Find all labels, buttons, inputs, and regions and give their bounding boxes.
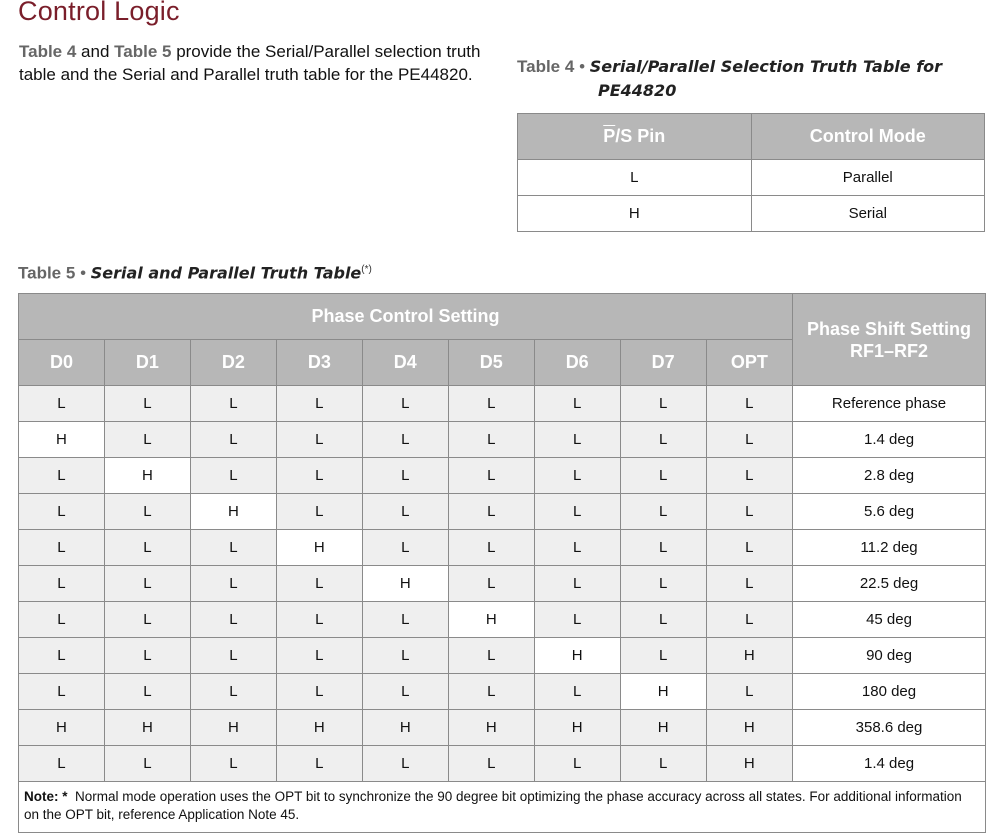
bit-cell: L [448, 638, 534, 674]
note-text: Normal mode operation uses the OPT bit to synchronize the 90 degree bit optimizing the phase accuracy across all states. For additional information on the OPT bit, reference Application Note 45. [24, 789, 962, 822]
table5-reference[interactable]: Table 5 [114, 42, 172, 61]
ps-pin-header [518, 114, 752, 160]
bit-cell: H [19, 422, 105, 458]
bit-cell: L [104, 602, 190, 638]
table5-caption [18, 258, 372, 286]
bit-cell: L [620, 494, 706, 530]
section-heading: Control Logic [18, 0, 180, 26]
bit-cell: L [534, 602, 620, 638]
bit-cell: L [534, 386, 620, 422]
bit-cell: L [276, 458, 362, 494]
bit-cell: H [362, 710, 448, 746]
bit-cell: H [104, 458, 190, 494]
table-row [19, 638, 986, 674]
bit-cell: L [706, 494, 792, 530]
bit-header-opt: OPT [706, 340, 792, 386]
bit-cell: H [448, 602, 534, 638]
bit-cell: L [19, 746, 105, 782]
bit-cell: L [276, 566, 362, 602]
bit-cell: L [104, 566, 190, 602]
bit-cell: L [276, 638, 362, 674]
bit-cell: L [190, 458, 276, 494]
bit-cell: L [190, 638, 276, 674]
table4-bullet: • [579, 57, 586, 76]
bit-cell: H [620, 710, 706, 746]
phase-shift-cell: Reference phase [793, 386, 986, 422]
bit-cell: L [276, 422, 362, 458]
bit-cell: L [104, 494, 190, 530]
bit-cell: L [362, 638, 448, 674]
control-mode-cell: Serial [751, 196, 985, 232]
bit-header-d5: D5 [448, 340, 534, 386]
bit-cell: L [104, 638, 190, 674]
bit-header-d2: D2 [190, 340, 276, 386]
bit-cell: H [534, 710, 620, 746]
bit-cell: H [448, 710, 534, 746]
phase-shift-cell: 5.6 deg [793, 494, 986, 530]
bit-cell: L [534, 494, 620, 530]
table-row [19, 566, 986, 602]
table5-bullet: • [80, 263, 87, 283]
phase-shift-header-line1: Phase Shift Setting [807, 318, 972, 339]
bit-cell: H [190, 494, 276, 530]
selection-truth-table [517, 113, 985, 232]
control-mode-cell: Parallel [751, 160, 985, 196]
table-row [19, 458, 986, 494]
bit-cell: L [620, 458, 706, 494]
bit-cell: L [448, 494, 534, 530]
phase-shift-cell: 1.4 deg [793, 422, 986, 458]
bit-cell: L [190, 674, 276, 710]
bit-cell: L [706, 674, 792, 710]
bit-cell: L [276, 746, 362, 782]
bit-cell: L [190, 422, 276, 458]
ps-pin-cell: L [518, 160, 752, 196]
table5-body [19, 386, 986, 782]
phase-shift-setting-header [793, 294, 986, 386]
table-row [19, 422, 986, 458]
bit-header-d7: D7 [620, 340, 706, 386]
bit-cell: H [706, 710, 792, 746]
bit-cell: H [190, 710, 276, 746]
bit-cell: H [706, 638, 792, 674]
bit-cell: L [104, 422, 190, 458]
bit-cell: L [362, 602, 448, 638]
bit-cell: L [620, 566, 706, 602]
bit-cell: L [362, 674, 448, 710]
table-row [518, 196, 985, 232]
bit-cell: L [190, 386, 276, 422]
phase-shift-cell: 358.6 deg [793, 710, 986, 746]
bit-cell: L [706, 386, 792, 422]
ps-pin-cell: H [518, 196, 752, 232]
table-row [19, 674, 986, 710]
bit-cell: L [362, 530, 448, 566]
bit-cell: L [276, 386, 362, 422]
note-label: Note: * [24, 789, 68, 804]
bit-cell: L [534, 530, 620, 566]
bit-cell: L [19, 530, 105, 566]
bit-cell: L [362, 494, 448, 530]
bit-cell: L [104, 530, 190, 566]
table5-title-footnote-mark: (*) [361, 264, 372, 275]
table-row [19, 530, 986, 566]
control-mode-header: Control Mode [751, 114, 985, 160]
phase-shift-header-line2: RF1–RF2 [850, 340, 929, 361]
phase-shift-cell: 1.4 deg [793, 746, 986, 782]
table5-group-header-row [19, 294, 986, 340]
phase-shift-cell: 22.5 deg [793, 566, 986, 602]
bit-cell: H [534, 638, 620, 674]
bit-header-d1: D1 [104, 340, 190, 386]
bit-cell: L [620, 602, 706, 638]
phase-shift-cell: 2.8 deg [793, 458, 986, 494]
table4-label: Table 4 [517, 57, 575, 76]
bit-cell: L [534, 674, 620, 710]
bit-cell: L [620, 530, 706, 566]
phase-control-setting-header: Phase Control Setting [19, 294, 793, 340]
bit-cell: L [448, 422, 534, 458]
bit-cell: L [620, 422, 706, 458]
bit-cell: H [19, 710, 105, 746]
bit-cell: L [448, 566, 534, 602]
table-row [19, 494, 986, 530]
bit-cell: L [620, 638, 706, 674]
bit-cell: L [276, 494, 362, 530]
table5-title: Serial and Parallel Truth Table [90, 263, 362, 283]
table4-caption [517, 55, 987, 103]
bit-cell: L [276, 674, 362, 710]
table-row [19, 386, 986, 422]
bit-cell: L [19, 602, 105, 638]
bit-cell: H [362, 566, 448, 602]
table-row [19, 746, 986, 782]
phase-shift-cell: 11.2 deg [793, 530, 986, 566]
bit-cell: H [276, 530, 362, 566]
bit-cell: L [19, 638, 105, 674]
intro-and: and [76, 42, 115, 61]
bit-cell: L [104, 674, 190, 710]
bit-header-d6: D6 [534, 340, 620, 386]
bit-cell: L [448, 530, 534, 566]
bit-cell: L [362, 422, 448, 458]
bit-cell: L [448, 746, 534, 782]
bit-cell: L [276, 602, 362, 638]
table-row [19, 710, 986, 746]
bit-cell: L [362, 746, 448, 782]
bit-cell: L [534, 746, 620, 782]
note-row [19, 782, 986, 833]
bit-cell: L [448, 674, 534, 710]
bit-cell: L [620, 386, 706, 422]
bit-cell: L [104, 386, 190, 422]
bit-header-d3: D3 [276, 340, 362, 386]
bit-cell: H [276, 710, 362, 746]
table-row [19, 602, 986, 638]
table4-reference[interactable]: Table 4 [19, 42, 77, 61]
bit-cell: L [706, 602, 792, 638]
bit-cell: L [620, 746, 706, 782]
bit-cell: L [534, 566, 620, 602]
phase-shift-cell: 45 deg [793, 602, 986, 638]
bit-cell: L [706, 422, 792, 458]
table-row [518, 160, 985, 196]
bit-cell: L [19, 386, 105, 422]
bit-cell: L [362, 386, 448, 422]
bit-cell: L [190, 530, 276, 566]
bit-cell: L [190, 566, 276, 602]
bit-cell: L [706, 530, 792, 566]
phase-shift-cell: 180 deg [793, 674, 986, 710]
bit-cell: L [19, 566, 105, 602]
bit-cell: L [19, 458, 105, 494]
bit-cell: H [706, 746, 792, 782]
bit-cell: L [362, 458, 448, 494]
bit-cell: L [448, 386, 534, 422]
table4-title-line1: Serial/Parallel Selection Truth Table for [589, 57, 943, 76]
bit-cell: L [190, 746, 276, 782]
intro-paragraph [19, 40, 489, 86]
phase-truth-table [18, 293, 986, 833]
phase-shift-cell: 90 deg [793, 638, 986, 674]
bit-cell: H [620, 674, 706, 710]
ps-pin-header-rest: /S Pin [615, 126, 666, 146]
bit-cell: L [448, 458, 534, 494]
bit-header-d0: D0 [19, 340, 105, 386]
ps-pin-header-bar: $\overline{P}$ [603, 126, 616, 146]
bit-cell: L [19, 674, 105, 710]
table5-note [19, 782, 986, 833]
intro-text: provide the Serial/Parallel selection truth table and the Serial and Parallel truth table for the PE44820. [19, 42, 481, 84]
bit-cell: L [534, 422, 620, 458]
bit-cell: L [706, 458, 792, 494]
bit-cell: L [104, 746, 190, 782]
table4-header-row [518, 114, 985, 160]
bit-cell: L [190, 602, 276, 638]
table4-title-line2: PE44820 [598, 81, 677, 100]
bit-cell: L [19, 494, 105, 530]
bit-header-d4: D4 [362, 340, 448, 386]
table5-label: Table 5 [18, 263, 76, 283]
bit-cell: L [534, 458, 620, 494]
bit-cell: H [104, 710, 190, 746]
bit-cell: L [706, 566, 792, 602]
